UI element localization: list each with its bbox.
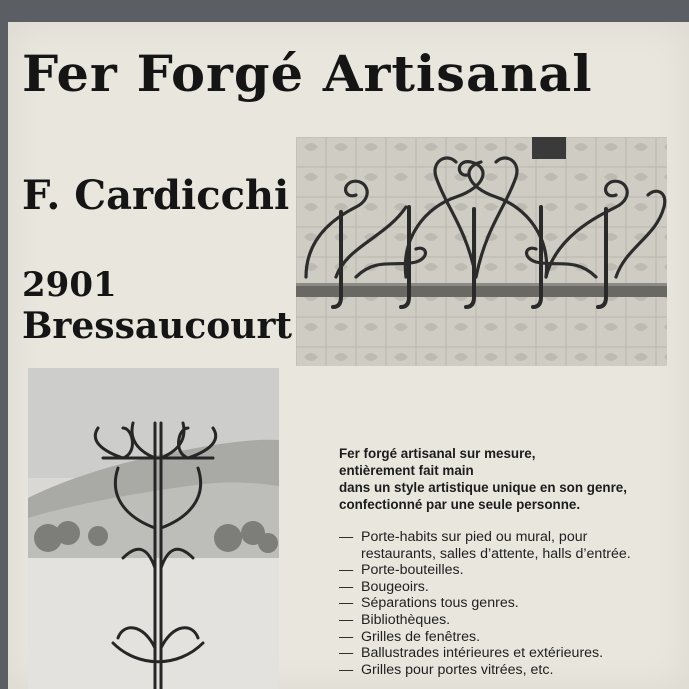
poster-title: Fer Forgé Artisanal [22, 44, 593, 103]
city-name: Bressaucourt [22, 305, 293, 347]
list-item-continuation: restaurants, salles d’attente, halls d’entrée. [361, 545, 631, 562]
poster-sheet [8, 22, 689, 689]
artisan-name: F. Cardicchi [22, 172, 290, 219]
list-item: — Séparations tous genres. [339, 595, 687, 612]
list-item: — Bibliothèques. [339, 612, 687, 629]
product-list [339, 529, 687, 678]
wall-coat-rack-photo [296, 137, 667, 366]
standing-coat-rack-photo [28, 368, 279, 689]
list-item: — Grilles de fenêtres. [339, 629, 687, 646]
list-item: — Bougeoirs. [339, 579, 687, 596]
intro-line: Fer forgé artisanal sur mesure, [339, 446, 536, 461]
intro-line: entièrement fait main [339, 463, 474, 478]
list-item: — Grilles pour portes vitrées, etc. [339, 662, 687, 679]
intro-text [339, 445, 684, 513]
intro-line: confectionné par une seule personne. [339, 497, 581, 512]
intro-line: dans un style artistique unique en son genre, [339, 480, 627, 495]
list-item: — Porte-bouteilles. [339, 562, 687, 579]
list-item: — Porte-habits sur pied ou mural, pour [339, 529, 687, 546]
list-item: — Ballustrades intérieures et extérieures. [339, 645, 687, 662]
postal-code: 2901 [22, 265, 117, 305]
